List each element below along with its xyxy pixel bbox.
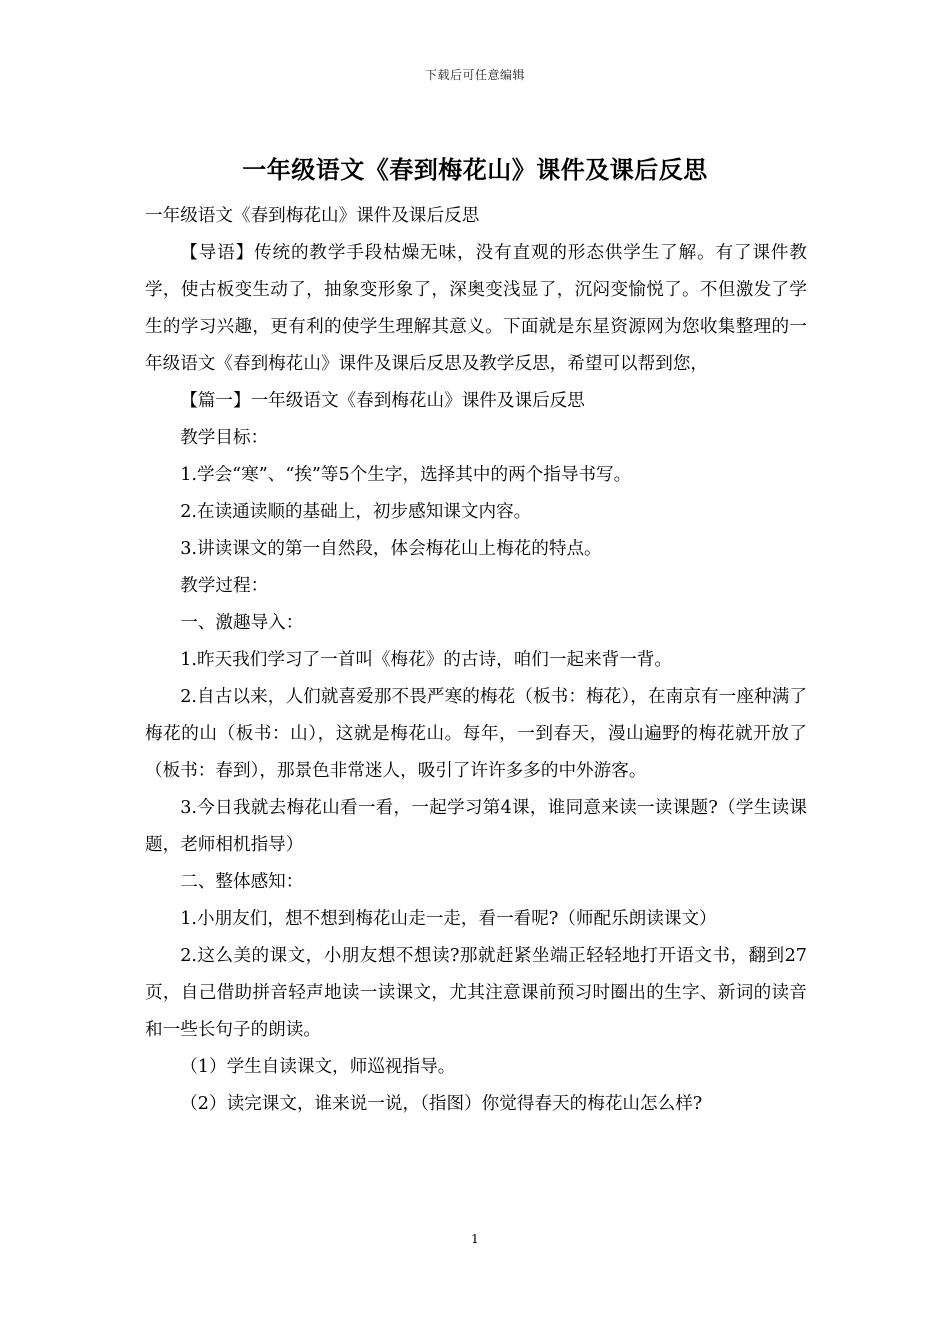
paragraph: 3.今日我就去梅花山看一看，一起学习第4课，谁同意来读一读课题?（学生读课题，老师相机指导） [145, 798, 807, 855]
header-note: 下载后可任意编辑 [424, 68, 525, 82]
paragraph: 1.小朋友们，想不想到梅花山走一走，看一看呢?（师配乐朗读课文） [180, 909, 717, 929]
paragraph: （2）读完课文，谁来说一说，（指图）你觉得春天的梅花山怎么样? [180, 1094, 703, 1114]
paragraph: 1.昨天我们学习了一首叫《梅花》的古诗，咱们一起来背一背。 [180, 650, 673, 670]
paragraph: 2.自古以来，人们就喜爱那不畏严寒的梅花（板书：梅花），在南京有一座种满了梅花的山（板书：山），这就是梅花山。每年，一到春天，漫山遍野的梅花就开放了（板书：春到），那景色非常迷人，吸引了许许多多的中外游客。 [145, 687, 807, 781]
paragraph: 教学目标： [180, 428, 269, 448]
paragraph: 2.这么美的课文，小朋友想不想读?那就赶紧坐端正轻轻地打开语文书，翻到27页，自己借助拼音轻声地读一读课文，尤其注意课前预习时圈出的生字、新词的读音和一些长句子的朗读。 [145, 946, 807, 1040]
page-title: 一年级语文《春到梅花山》课件及课后反思 [242, 155, 708, 184]
paragraph: 一、激趣导入： [180, 613, 304, 633]
paragraph: 二、整体感知： [180, 872, 304, 892]
paragraph: 一年级语文《春到梅花山》课件及课后反思 [145, 206, 480, 226]
paragraph: 教学过程： [180, 576, 269, 596]
page-number: 1 [471, 1232, 479, 1246]
paragraph: 3.讲读课文的第一自然段，体会梅花山上梅花的特点。 [180, 539, 602, 559]
paragraph: 【导语】传统的教学手段枯燥无味，没有直观的形态供学生了解。有了课件教学，使古板变生动了，抽象变形象了，深奥变浅显了，沉闷变愉悦了。不但激发了学生的学习兴趣，更有利的使学生理解其意义。下面就是东星资源网为您收集整理的一年级语文《春到梅花山》课件及课后反思及教学反思，希望可以帮到您， [145, 243, 807, 374]
paragraph: （1）学生自读课文，师巡视指导。 [180, 1057, 456, 1077]
paragraph: 2.在读通读顺的基础上，初步感知课文内容。 [180, 502, 532, 522]
document-body [145, 198, 807, 1123]
paragraph: 【篇一】一年级语文《春到梅花山》课件及课后反思 [180, 391, 585, 411]
paragraph: 1.学会“寒”、“挨”等5个生字，选择其中的两个指导书写。 [180, 465, 632, 485]
